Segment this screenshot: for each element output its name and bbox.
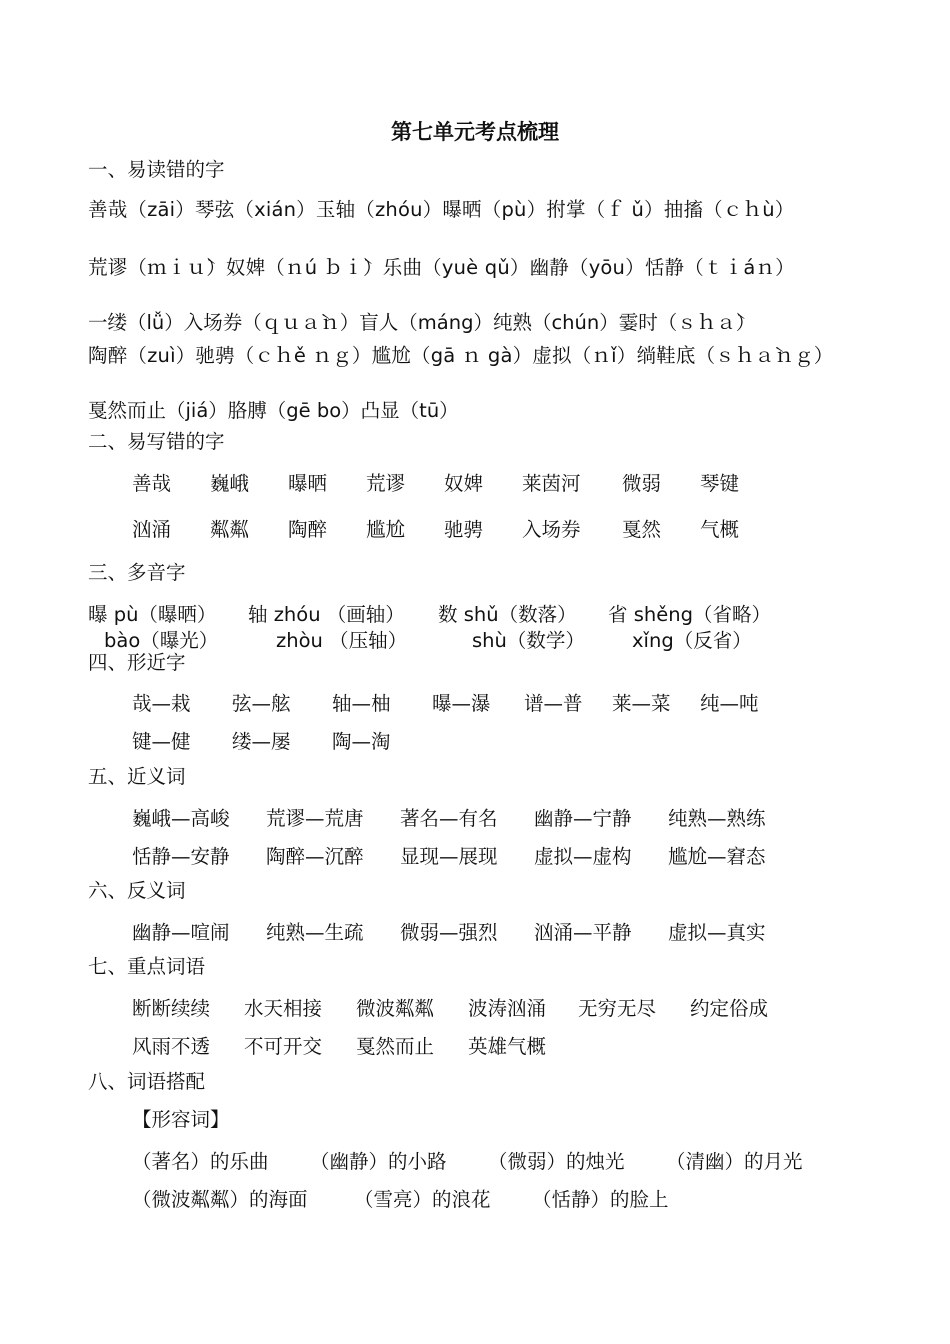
section-heading-7: 七、重点词语 bbox=[88, 955, 206, 978]
word-item: 戛然 bbox=[622, 518, 662, 541]
polyphone-item: xǐng（反省） bbox=[632, 629, 752, 652]
word-item: 驰骋 bbox=[444, 518, 484, 541]
phrase-item: （雪亮）的浪花 bbox=[354, 1188, 491, 1211]
pair-item: 虚拟—虚构 bbox=[534, 845, 632, 868]
word-item: 无穷无尽 bbox=[578, 997, 657, 1020]
similar-row-1 bbox=[132, 688, 792, 714]
word-item: 约定俗成 bbox=[690, 997, 769, 1020]
pair-item: 纯熟—熟练 bbox=[668, 807, 766, 830]
pair-item: 尴尬—窘态 bbox=[668, 845, 766, 868]
word-item: 汹涌 bbox=[132, 518, 172, 541]
phrase-item: （微波粼粼）的海面 bbox=[132, 1188, 308, 1211]
polyphone-item: shù（数学） bbox=[472, 629, 585, 652]
phrase-item: （微弱）的烛光 bbox=[488, 1150, 625, 1173]
pair-item: 恬静—安静 bbox=[132, 845, 230, 868]
section-heading-4: 四、形近字 bbox=[88, 651, 186, 674]
word-item: 不可开交 bbox=[244, 1035, 323, 1058]
pair-item: 幽静—喧闹 bbox=[132, 921, 230, 944]
reading-line-3: 一缕（lǚ）入场券（ｑｕａ̀ｎ）盲人（máng）纯熟（chún）霎时（ｓｈａ̀） bbox=[88, 311, 756, 334]
word-item: 气概 bbox=[700, 518, 740, 541]
pair-item: 纯熟—生疏 bbox=[266, 921, 364, 944]
pair-item: 莱—菜 bbox=[612, 692, 671, 715]
phrase-item: （清幽）的月光 bbox=[666, 1150, 803, 1173]
word-item: 戛然而止 bbox=[356, 1035, 435, 1058]
word-item: 入场券 bbox=[522, 518, 581, 541]
word-item: 善哉 bbox=[132, 472, 172, 495]
pair-item: 缕—屡 bbox=[232, 730, 291, 753]
pair-item: 哉—栽 bbox=[132, 692, 191, 715]
reading-line-2: 荒谬（ｍｉｕ̀）奴婢（ｎú ｂｉ̀）乐曲（yuè qǔ）幽静（yōu）恬静（ｔｉáｎ） bbox=[88, 256, 795, 279]
pair-item: 陶—淘 bbox=[332, 730, 391, 753]
pair-item: 键—健 bbox=[132, 730, 191, 753]
pair-item: 轴—柚 bbox=[332, 692, 391, 715]
word-item: 曝晒 bbox=[288, 472, 328, 495]
pair-item: 荒谬—荒唐 bbox=[266, 807, 364, 830]
polyphone-item: bào（曝光） bbox=[104, 629, 219, 652]
pair-item: 陶醉—沉醉 bbox=[266, 845, 364, 868]
pair-item: 弦—舷 bbox=[232, 692, 291, 715]
polyphone-row-1 bbox=[88, 599, 868, 625]
word-item: 奴婢 bbox=[444, 472, 484, 495]
antonym-row-1 bbox=[132, 917, 812, 943]
pair-item: 幽静—宁静 bbox=[534, 807, 632, 830]
word-item: 粼粼 bbox=[210, 518, 250, 541]
section-heading-8: 八、词语搭配 bbox=[88, 1070, 206, 1093]
section-heading-6: 六、反义词 bbox=[88, 879, 186, 902]
section-heading-1: 一、易读错的字 bbox=[88, 158, 225, 181]
writing-row-2 bbox=[132, 514, 772, 542]
phrase-item: （幽静）的小路 bbox=[310, 1150, 447, 1173]
pair-item: 曝—瀑 bbox=[432, 692, 491, 715]
collocation-row-1 bbox=[132, 1146, 832, 1172]
polyphone-item: 省 shěng（省略） bbox=[608, 603, 771, 626]
section-heading-3: 三、多音字 bbox=[88, 561, 186, 584]
word-item: 尴尬 bbox=[366, 518, 406, 541]
synonym-row-1 bbox=[132, 803, 812, 829]
reading-line-4: 陶醉（zuì）驰骋（ｃｈě ｎｇ）尴尬（gā ｎ gà）虚拟（ｎǐ）绱鞋底（ｓｈａ̀ｎｇ） bbox=[88, 344, 834, 367]
word-item: 微弱 bbox=[622, 472, 662, 495]
polyphone-item: 曝 pù（曝晒） bbox=[88, 603, 217, 626]
polyphone-item: zhòu （压轴） bbox=[276, 629, 408, 652]
word-item: 莱茵河 bbox=[522, 472, 581, 495]
key-words-row-1 bbox=[132, 993, 832, 1019]
word-item: 波涛汹涌 bbox=[468, 997, 547, 1020]
phrase-item: （恬静）的脸上 bbox=[532, 1188, 669, 1211]
polyphone-item: 轴 zhóu （画轴） bbox=[248, 603, 405, 626]
section-heading-2: 二、易写错的字 bbox=[88, 430, 225, 453]
collocation-label: 【形容词】 bbox=[132, 1108, 230, 1131]
reading-line-1: 善哉（zāi）琴弦（xián）玉轴（zhóu）曝晒（pù）拊掌（ｆ ǔ）抽搐（ｃｈù） bbox=[88, 198, 795, 221]
pair-item: 著名—有名 bbox=[400, 807, 498, 830]
polyphone-row-2 bbox=[88, 625, 868, 651]
pair-item: 纯—吨 bbox=[700, 692, 759, 715]
pair-item: 谱—普 bbox=[524, 692, 583, 715]
synonym-row-2 bbox=[132, 841, 812, 867]
key-words-row-2 bbox=[132, 1031, 832, 1057]
phrase-item: （著名）的乐曲 bbox=[132, 1150, 269, 1173]
page-title: 第七单元考点梳理 bbox=[391, 120, 559, 144]
word-item: 陶醉 bbox=[288, 518, 328, 541]
word-item: 英雄气概 bbox=[468, 1035, 547, 1058]
polyphone-item: 数 shǔ（数落） bbox=[438, 603, 577, 626]
collocation-row-2 bbox=[132, 1184, 832, 1210]
similar-row-2 bbox=[132, 726, 792, 752]
section-heading-5: 五、近义词 bbox=[88, 765, 186, 788]
pair-item: 巍峨—高峻 bbox=[132, 807, 230, 830]
word-item: 巍峨 bbox=[210, 472, 250, 495]
word-item: 风雨不透 bbox=[132, 1035, 211, 1058]
pair-item: 虚拟—真实 bbox=[668, 921, 766, 944]
word-item: 琴键 bbox=[700, 472, 740, 495]
word-item: 荒谬 bbox=[366, 472, 406, 495]
writing-row-1 bbox=[132, 468, 772, 496]
pair-item: 显现—展现 bbox=[400, 845, 498, 868]
pair-item: 汹涌—平静 bbox=[534, 921, 632, 944]
pair-item: 微弱—强烈 bbox=[400, 921, 498, 944]
word-item: 断断续续 bbox=[132, 997, 211, 1020]
reading-line-5: 戛然而止（jiá）胳膊（gē bo）凸显（tū） bbox=[88, 399, 459, 422]
word-item: 微波粼粼 bbox=[356, 997, 435, 1020]
word-item: 水天相接 bbox=[244, 997, 323, 1020]
